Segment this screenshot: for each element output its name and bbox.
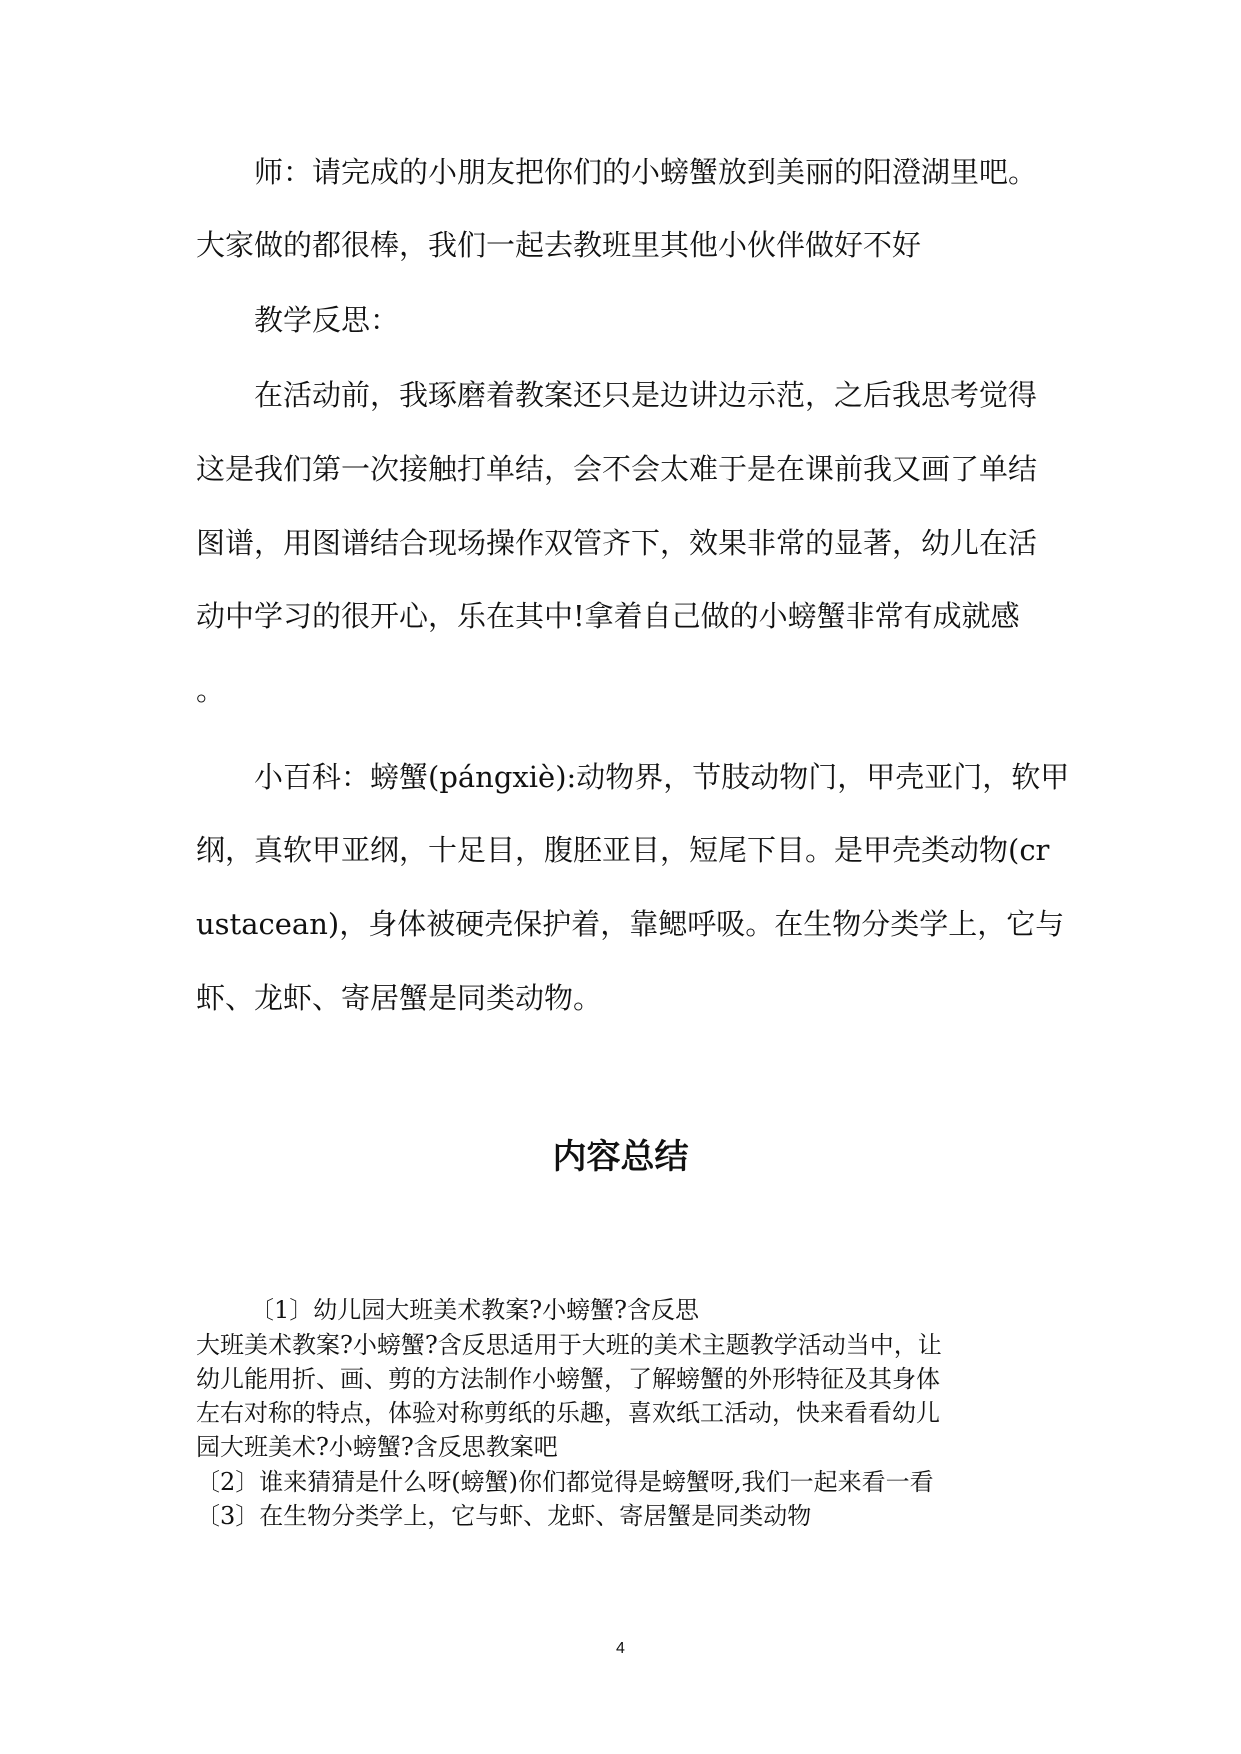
summary-line: 左右对称的特点，体验对称剪纸的乐趣，喜欢纸工活动，快来看看幼儿 [196,1399,940,1427]
summary-line: 〔2〕谁来猜猜是什么呀(螃蟹)你们都觉得是螃蟹呀,我们一起来看一看 [196,1468,934,1496]
body-line: 这是我们第一次接触打单结，会不会太难于是在课前我又画了单结 [196,452,1038,486]
body-line: 大家做的都很棒，我们一起去教班里其他小伙伴做好不好 [196,228,922,262]
summary-heading: 内容总结 [552,1137,689,1177]
body-line: 师：请完成的小朋友把你们的小螃蟹放到美丽的阳澄湖里吧。 [254,155,1038,189]
body-line: 在活动前，我琢磨着教案还只是边讲边示范，之后我思考觉得 [254,378,1038,412]
body-line: 动中学习的很开心，乐在其中!拿着自己做的小螃蟹非常有成就感 [196,599,1020,633]
body-line: 纲，真软甲亚纲，十足目，腹胚亚目，短尾下目。是甲壳类动物(cr [196,833,1050,867]
body-line: 图谱，用图谱结合现场操作双管齐下，效果非常的显著，幼儿在活 [196,526,1038,560]
body-line: 。 [196,673,226,707]
summary-line: 大班美术教案?小螃蟹?含反思适用于大班的美术主题教学活动当中，让 [196,1331,942,1359]
summary-line: 园大班美术?小螃蟹?含反思教案吧 [196,1433,558,1461]
summary-line: 幼儿能用折、画、剪的方法制作小螃蟹，了解螃蟹的外形特征及其身体 [196,1365,940,1393]
summary-line: 〔1〕幼儿园大班美术教案?小螃蟹?含反思 [250,1296,700,1324]
section-label-reflection: 教学反思： [254,303,400,337]
page-number: 4 [616,1640,625,1657]
summary-line: 〔3〕在生物分类学上，它与虾、龙虾、寄居蟹是同类动物 [196,1502,812,1530]
body-line: ustacean)，身体被硬壳保护着，靠鳃呼吸。在生物分类学上，它与 [196,907,1065,941]
body-line: 虾、龙虾、寄居蟹是同类动物。 [196,981,603,1015]
body-line: 小百科：螃蟹(pángxiè):动物界，节肢动物门，甲壳亚门，软甲 [254,760,1070,794]
